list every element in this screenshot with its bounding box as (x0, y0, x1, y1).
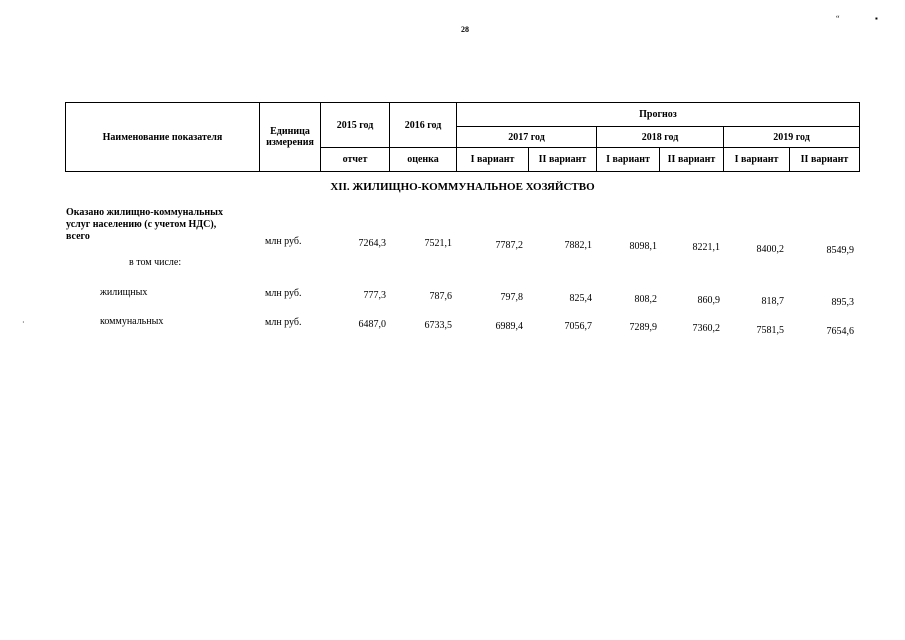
table-cell: 6487,0 (358, 319, 386, 330)
row-communal-name: коммунальных (100, 316, 164, 327)
table-cell: 7654,6 (826, 326, 854, 337)
table-cell: 7882,1 (564, 240, 592, 251)
header-estimate: оценка (390, 148, 457, 172)
header-2019-variant-1: I вариант (724, 148, 790, 172)
header-table (65, 102, 860, 172)
table-cell: 8549,9 (826, 245, 854, 256)
row-subheading: в том числе: (129, 257, 182, 268)
table-cell: 7581,5 (756, 325, 784, 336)
scan-mark: “ (836, 14, 840, 23)
header-indicator: Наименование показателя (66, 103, 260, 172)
row-communal-unit: млн руб. (265, 317, 302, 328)
header-2019-variant-2: II вариант (790, 148, 860, 172)
table-cell: 818,7 (761, 296, 784, 307)
header-2016: 2016 год (390, 103, 457, 148)
row-total-unit: млн руб. (265, 236, 302, 247)
header-unit: Единица измерения (260, 103, 321, 172)
header-report: отчет (321, 148, 390, 172)
table-cell: 8221,1 (692, 242, 720, 253)
table-cell: 7289,9 (629, 322, 657, 333)
table-cell: 825,4 (569, 293, 592, 304)
table-cell: 787,6 (429, 291, 452, 302)
header-2019: 2019 год (724, 127, 860, 148)
table-cell: 8400,2 (756, 244, 784, 255)
header-2018-variant-1: I вариант (597, 148, 660, 172)
table-cell: 6733,5 (424, 320, 452, 331)
table-cell: 7264,3 (358, 238, 386, 249)
scan-mark: · (22, 318, 25, 327)
header-2018-variant-2: II вариант (660, 148, 724, 172)
header-forecast: Прогноз (457, 103, 860, 127)
header-2018: 2018 год (597, 127, 724, 148)
header-2017: 2017 год (457, 127, 597, 148)
table-cell: 8098,1 (629, 241, 657, 252)
row-total-name: Оказано жилищно-коммунальных услуг населению (с учетом НДС), всего (66, 207, 223, 242)
section-title: XII. ЖИЛИЩНО-КОММУНАЛЬНОЕ ХОЗЯЙСТВО (330, 181, 595, 193)
table-cell: 7521,1 (424, 238, 452, 249)
row-housing-name: жилищных (100, 287, 148, 298)
table-cell: 6989,4 (495, 321, 523, 332)
table-cell: 7056,7 (564, 321, 592, 332)
row-housing-unit: млн руб. (265, 288, 302, 299)
table-cell: 895,3 (831, 297, 854, 308)
table-cell: 777,3 (363, 290, 386, 301)
table-cell: 860,9 (697, 295, 720, 306)
header-2017-variant-1: I вариант (457, 148, 529, 172)
table-cell: 7360,2 (692, 323, 720, 334)
scan-mark: ▪ (875, 14, 878, 23)
table-cell: 7787,2 (495, 240, 523, 251)
table-cell: 808,2 (634, 294, 657, 305)
table-cell: 797,8 (500, 292, 523, 303)
page-number: 28 (461, 25, 469, 34)
header-2017-variant-2: II вариант (529, 148, 597, 172)
header-2015: 2015 год (321, 103, 390, 148)
